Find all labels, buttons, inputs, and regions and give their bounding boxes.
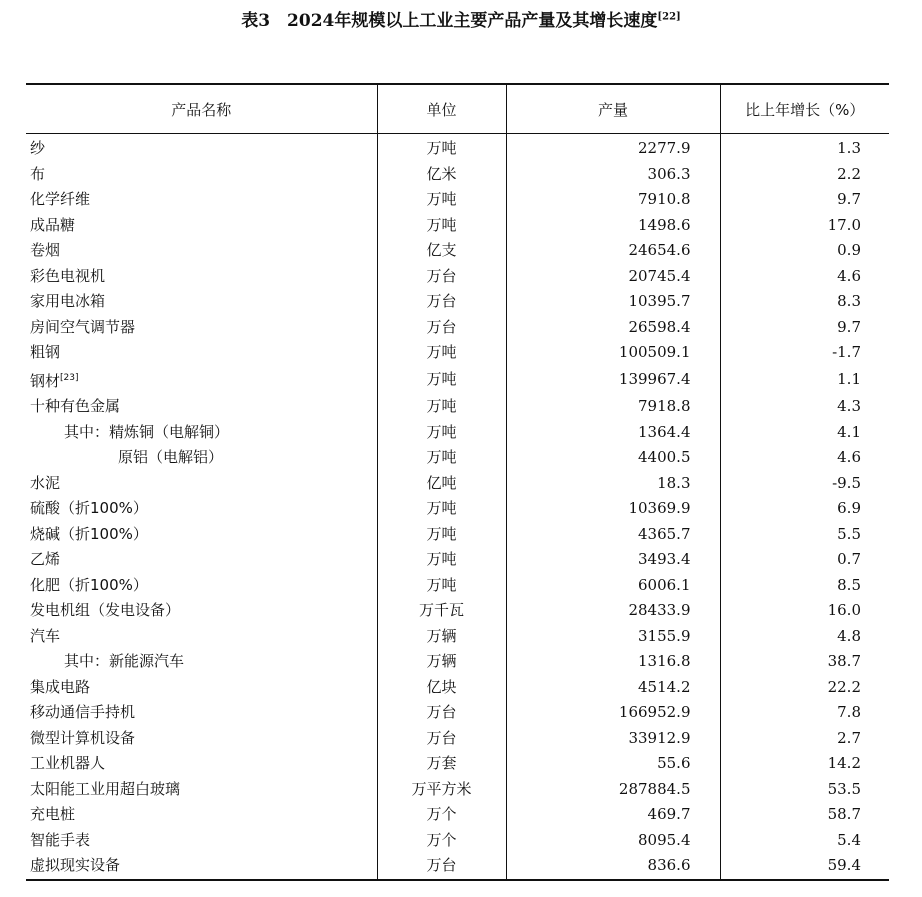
cell-output: 18.3 — [506, 471, 720, 497]
product-name-text: 发电机组（发电设备） — [30, 601, 181, 619]
cell-product-name — [26, 751, 377, 777]
cell-product-name — [26, 366, 377, 395]
product-name-text: 烧碱（折100%） — [30, 524, 148, 543]
cell-output: 836.6 — [506, 853, 720, 880]
table-row — [26, 853, 889, 880]
product-name-text: 充电桩 — [30, 805, 76, 823]
cell-product-name — [26, 700, 377, 726]
cell-growth: 0.7 — [720, 547, 889, 573]
cell-growth: 5.4 — [720, 828, 889, 854]
header-product-name: 产品名称 — [26, 84, 377, 134]
product-name-text: 原铝（电解铝） — [118, 448, 224, 466]
table-row — [26, 726, 889, 752]
cell-growth: 14.2 — [720, 751, 889, 777]
cell-output: 10395.7 — [506, 289, 720, 315]
cell-product-name — [26, 726, 377, 752]
cell-product-name — [26, 445, 377, 471]
table-title — [0, 6, 922, 31]
product-name-text: 乙烯 — [30, 550, 61, 568]
cell-product-name — [26, 238, 377, 264]
cell-unit: 万吨 — [377, 187, 506, 213]
cell-growth: 59.4 — [720, 853, 889, 880]
cell-unit: 亿吨 — [377, 471, 506, 497]
cell-output: 139967.4 — [506, 366, 720, 395]
cell-unit: 万吨 — [377, 134, 506, 162]
product-name-text: 移动通信手持机 — [30, 703, 136, 721]
cell-growth: 2.7 — [720, 726, 889, 752]
table-row — [26, 420, 889, 446]
cell-product-name — [26, 289, 377, 315]
cell-growth: 6.9 — [720, 496, 889, 522]
cell-growth: 53.5 — [720, 777, 889, 803]
cell-output: 7918.8 — [506, 394, 720, 420]
cell-growth: 4.8 — [720, 624, 889, 650]
table-row — [26, 134, 889, 162]
cell-unit: 万吨 — [377, 547, 506, 573]
cell-growth: 9.7 — [720, 187, 889, 213]
cell-output: 287884.5 — [506, 777, 720, 803]
product-name-text: 汽车 — [30, 626, 61, 645]
cell-unit: 万台 — [377, 315, 506, 341]
cell-product-name — [26, 853, 377, 880]
table-row — [26, 366, 889, 395]
cell-product-name — [26, 675, 377, 701]
table-row — [26, 496, 889, 522]
cell-growth: 4.1 — [720, 420, 889, 446]
cell-output: 33912.9 — [506, 726, 720, 752]
table-row — [26, 777, 889, 803]
cell-unit: 万千瓦 — [377, 598, 506, 624]
table-body — [26, 134, 889, 880]
product-name-text: 太阳能工业用超白玻璃 — [30, 779, 181, 798]
cell-growth: 4.6 — [720, 445, 889, 471]
cell-unit: 万台 — [377, 853, 506, 880]
cell-output: 3155.9 — [506, 624, 720, 650]
cell-output: 10369.9 — [506, 496, 720, 522]
table-row — [26, 238, 889, 264]
cell-growth: -1.7 — [720, 340, 889, 366]
cell-growth: 7.8 — [720, 700, 889, 726]
product-name-text: 虚拟现实设备 — [30, 856, 121, 874]
table-row — [26, 264, 889, 290]
cell-output: 4514.2 — [506, 675, 720, 701]
table-row — [26, 213, 889, 239]
table-row — [26, 828, 889, 854]
table-row — [26, 162, 889, 188]
cell-output: 2277.9 — [506, 134, 720, 162]
header-growth: 比上年增长（%） — [720, 84, 889, 134]
product-name-text: 布 — [30, 164, 46, 183]
cell-output: 306.3 — [506, 162, 720, 188]
cell-unit: 万台 — [377, 264, 506, 290]
product-name-text: 其中：精炼铜（电解铜） — [64, 422, 230, 441]
table-row — [26, 802, 889, 828]
cell-product-name — [26, 213, 377, 239]
cell-product-name — [26, 394, 377, 420]
product-name-text: 化肥（折100%） — [30, 575, 148, 594]
cell-growth: 58.7 — [720, 802, 889, 828]
product-output-table — [26, 83, 889, 881]
cell-product-name — [26, 134, 377, 162]
cell-growth: -9.5 — [720, 471, 889, 497]
table-header-row — [26, 84, 889, 134]
cell-output: 4365.7 — [506, 522, 720, 548]
cell-unit: 万吨 — [377, 366, 506, 395]
table-row — [26, 289, 889, 315]
cell-unit: 万台 — [377, 700, 506, 726]
cell-growth: 1.1 — [720, 366, 889, 395]
cell-growth: 38.7 — [720, 649, 889, 675]
cell-unit: 万个 — [377, 802, 506, 828]
cell-growth: 17.0 — [720, 213, 889, 239]
product-name-text: 家用电冰箱 — [30, 292, 106, 310]
cell-product-name — [26, 522, 377, 548]
cell-product-name — [26, 162, 377, 188]
cell-product-name — [26, 777, 377, 803]
cell-output: 166952.9 — [506, 700, 720, 726]
cell-output: 55.6 — [506, 751, 720, 777]
product-name-text: 卷烟 — [30, 241, 61, 259]
table-row — [26, 522, 889, 548]
cell-product-name — [26, 187, 377, 213]
product-name-text: 十种有色金属 — [30, 397, 121, 415]
cell-unit: 万吨 — [377, 445, 506, 471]
header-output: 产量 — [506, 84, 720, 134]
cell-unit: 万辆 — [377, 649, 506, 675]
cell-growth: 9.7 — [720, 315, 889, 341]
cell-unit: 亿支 — [377, 238, 506, 264]
cell-unit: 万平方米 — [377, 777, 506, 803]
cell-output: 4400.5 — [506, 445, 720, 471]
cell-unit: 亿块 — [377, 675, 506, 701]
product-name-text: 智能手表 — [30, 830, 91, 849]
cell-output: 469.7 — [506, 802, 720, 828]
cell-unit: 万吨 — [377, 573, 506, 599]
cell-output: 7910.8 — [506, 187, 720, 213]
product-name-text: 纱 — [30, 139, 46, 157]
cell-output: 24654.6 — [506, 238, 720, 264]
cell-growth: 4.3 — [720, 394, 889, 420]
cell-growth: 2.2 — [720, 162, 889, 188]
cell-product-name — [26, 420, 377, 446]
cell-product-name — [26, 598, 377, 624]
cell-growth: 22.2 — [720, 675, 889, 701]
cell-unit: 万吨 — [377, 522, 506, 548]
product-name-text: 粗钢 — [30, 343, 61, 361]
cell-unit: 万吨 — [377, 496, 506, 522]
cell-unit: 万吨 — [377, 340, 506, 366]
cell-product-name — [26, 496, 377, 522]
cell-growth: 5.5 — [720, 522, 889, 548]
cell-output: 26598.4 — [506, 315, 720, 341]
cell-product-name — [26, 315, 377, 341]
table-row — [26, 340, 889, 366]
cell-output: 100509.1 — [506, 340, 720, 366]
cell-unit: 万个 — [377, 828, 506, 854]
cell-growth: 1.3 — [720, 134, 889, 162]
cell-product-name — [26, 802, 377, 828]
cell-growth: 4.6 — [720, 264, 889, 290]
cell-output: 6006.1 — [506, 573, 720, 599]
cell-product-name — [26, 828, 377, 854]
cell-unit: 万吨 — [377, 213, 506, 239]
product-name-text: 硫酸（折100%） — [30, 499, 148, 517]
cell-output: 1364.4 — [506, 420, 720, 446]
table-row — [26, 187, 889, 213]
cell-output: 28433.9 — [506, 598, 720, 624]
product-name-text: 其中：新能源汽车 — [64, 652, 185, 670]
cell-unit: 万吨 — [377, 394, 506, 420]
product-name-text: 成品糖 — [30, 215, 76, 234]
cell-product-name — [26, 624, 377, 650]
cell-product-name — [26, 573, 377, 599]
cell-growth: 8.3 — [720, 289, 889, 315]
product-name-text: 钢材 — [30, 371, 61, 390]
footnote-ref: [23] — [60, 372, 79, 383]
cell-product-name — [26, 471, 377, 497]
table-row — [26, 445, 889, 471]
table-row — [26, 315, 889, 341]
table-row — [26, 751, 889, 777]
cell-unit: 万套 — [377, 751, 506, 777]
cell-output: 20745.4 — [506, 264, 720, 290]
table-title-text: 表3 2024年规模以上工业主要产品产量及其增长速度 — [241, 11, 658, 31]
table-row — [26, 547, 889, 573]
product-name-text: 工业机器人 — [30, 754, 106, 772]
cell-product-name — [26, 649, 377, 675]
table-row — [26, 573, 889, 599]
cell-output: 8095.4 — [506, 828, 720, 854]
table-row — [26, 624, 889, 650]
cell-output: 1316.8 — [506, 649, 720, 675]
header-unit: 单位 — [377, 84, 506, 134]
table-row — [26, 598, 889, 624]
product-name-text: 房间空气调节器 — [30, 317, 136, 336]
table-row — [26, 700, 889, 726]
table-row — [26, 394, 889, 420]
product-name-text: 化学纤维 — [30, 190, 91, 208]
table-title-footnote: [22] — [657, 11, 681, 23]
cell-output: 3493.4 — [506, 547, 720, 573]
product-name-text: 水泥 — [30, 473, 61, 492]
product-name-text: 微型计算机设备 — [30, 728, 136, 747]
cell-growth: 8.5 — [720, 573, 889, 599]
cell-output: 1498.6 — [506, 213, 720, 239]
cell-product-name — [26, 264, 377, 290]
product-name-text: 彩色电视机 — [30, 266, 106, 285]
cell-unit: 万台 — [377, 726, 506, 752]
cell-growth: 16.0 — [720, 598, 889, 624]
cell-unit: 万辆 — [377, 624, 506, 650]
table-row — [26, 471, 889, 497]
cell-unit: 万台 — [377, 289, 506, 315]
table-row — [26, 649, 889, 675]
product-name-text: 集成电路 — [30, 677, 91, 696]
table-row — [26, 675, 889, 701]
cell-unit: 亿米 — [377, 162, 506, 188]
cell-product-name — [26, 340, 377, 366]
cell-unit: 万吨 — [377, 420, 506, 446]
cell-product-name — [26, 547, 377, 573]
cell-growth: 0.9 — [720, 238, 889, 264]
